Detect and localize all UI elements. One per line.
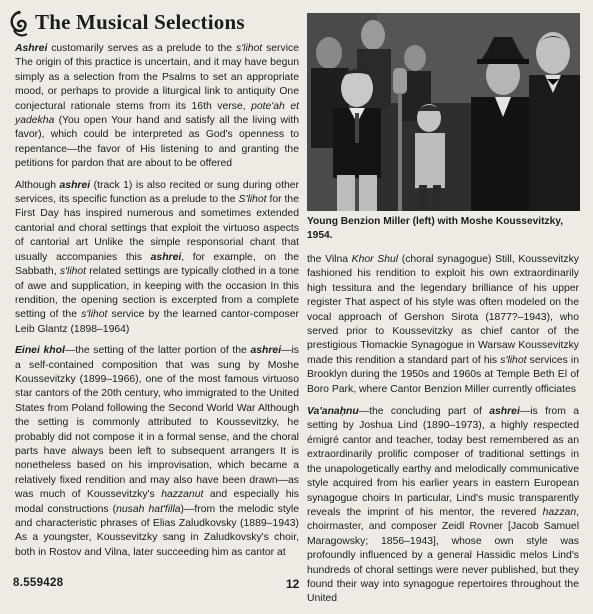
photo-caption: Young Benzion Miller (left) with Moshe Koussevitzky, 1954. [307, 216, 564, 241]
decorative-swirl-icon [8, 10, 30, 38]
paragraph-vilna-khor-shul: the Vilna Khor Shul (choral synagogue) Still, Koussevitzky fashioned his rendition to exploit his own extraordinarily high tessitura and the legendary brilliance of his upper register That aspect of his style was often modeled on the vocal approach of Gershon Sirota (1877?–1943), who served prior to Koussevitzky as chief cantor of the prestigious Tłomackie Synagogue in Warsaw Koussevitzky made this rendition a standard part of his s'lihot services in Brooklyn during the 1950s and 1960s at Temple Beth El of Boro Park, where Cantor Benzion Miller currently officiates [307, 254, 580, 395]
historical-photo [307, 13, 580, 211]
paragraph-vaanahnu: Va'anaḥnu—the concluding part of ashrei—is from a setting by Joshua Lind (1890–1973), a highly respected émigré cantor and teacher, today best remembered as an extraordinarily prolific composer of traditional settings in the unapologetically earthy and melodically communicative style acquired from his earlier years in eastern European synagogue choirs In particular, Lind's music transparently reveals the imprint of his mentor, the revered hazzan, choirmaster, and composer Zeidl Rovner [Jacob Samuel Maragowsky; 1856–1943], whose own style was profoundly influenced by a general Hassidic melos Lind's hundreds of choral settings were never published, but they found their way into synagogue repertoires throughout the United [307, 406, 579, 605]
right-column [307, 253, 579, 614]
paragraph-ashrei-track: Although ashrei (track 1) is also recited or sung during other services, its specific function as a prelude to the S'lihot for the First Day has inspired numerous and sometimes extended cantorial and choral settings that exploit the virtuoso aspects of cantorial art Unlike the simple responsorial chant that usually accompanies this ashrei, for example, on the Sabbath, s'lihot related settings are typically clothed in a tone of awe and supplication, in keeping with the occasion In this rendition, the opening section is excerpted from a complete setting of the s'lihot service by the learned cantor-composer Leib Glantz (1898–1964) [15, 179, 299, 335]
left-column [15, 42, 299, 567]
section-header [8, 10, 298, 40]
paragraph-einei-khol: Einei khol—the setting of the latter portion of the ashrei—is a self-contained composition that was sung by Moshe Koussevitzky (1899–1966), one of the most famous virtuoso star cantors of the 20th century, who immigrated to the United States from Poland following the Second World War Although the setting is commonly attributed to Koussevitzky, he probably did not compose it in a formal sense, and the choral parts have always been left to subsequent arrangers It is nonetheless based on his improvisation, which became a relatively fixed rendition and may also have been drawn—as was much of Koussevitzky's hazzanut and especially his modal constructions (nusah hat'filla)—from the melodic style and characteristic phrases of Elias Zaludkovsky (1889–1943) As a youngster, Koussevitzky sang in Zaludkovsky's choir, both in Rostov and Vilna, later succeeding him as cantor at [15, 345, 299, 558]
photo-illustration [307, 13, 580, 211]
catalog-number: 8.559428 [13, 577, 64, 589]
page-number: 12 [286, 577, 300, 591]
paragraph-ashrei-intro: Ashrei customarily serves as a prelude to the s'lihot service The origin of this practice is uncertain, and it may have begun simply as a selection from the Psalms to set an appropriate mood, or perhaps to provide a liturgical link to antiquity One conjectural rationale stems from its 16th verse, pote'ah et yadekha (You open Your hand and satisfy all the living with favor), which could be interpreted as God's openness to repentance—the favor of His listening to and granting the petitions for pardon that are about to be offered [15, 43, 299, 170]
page-title: The Musical Selections [35, 10, 245, 34]
